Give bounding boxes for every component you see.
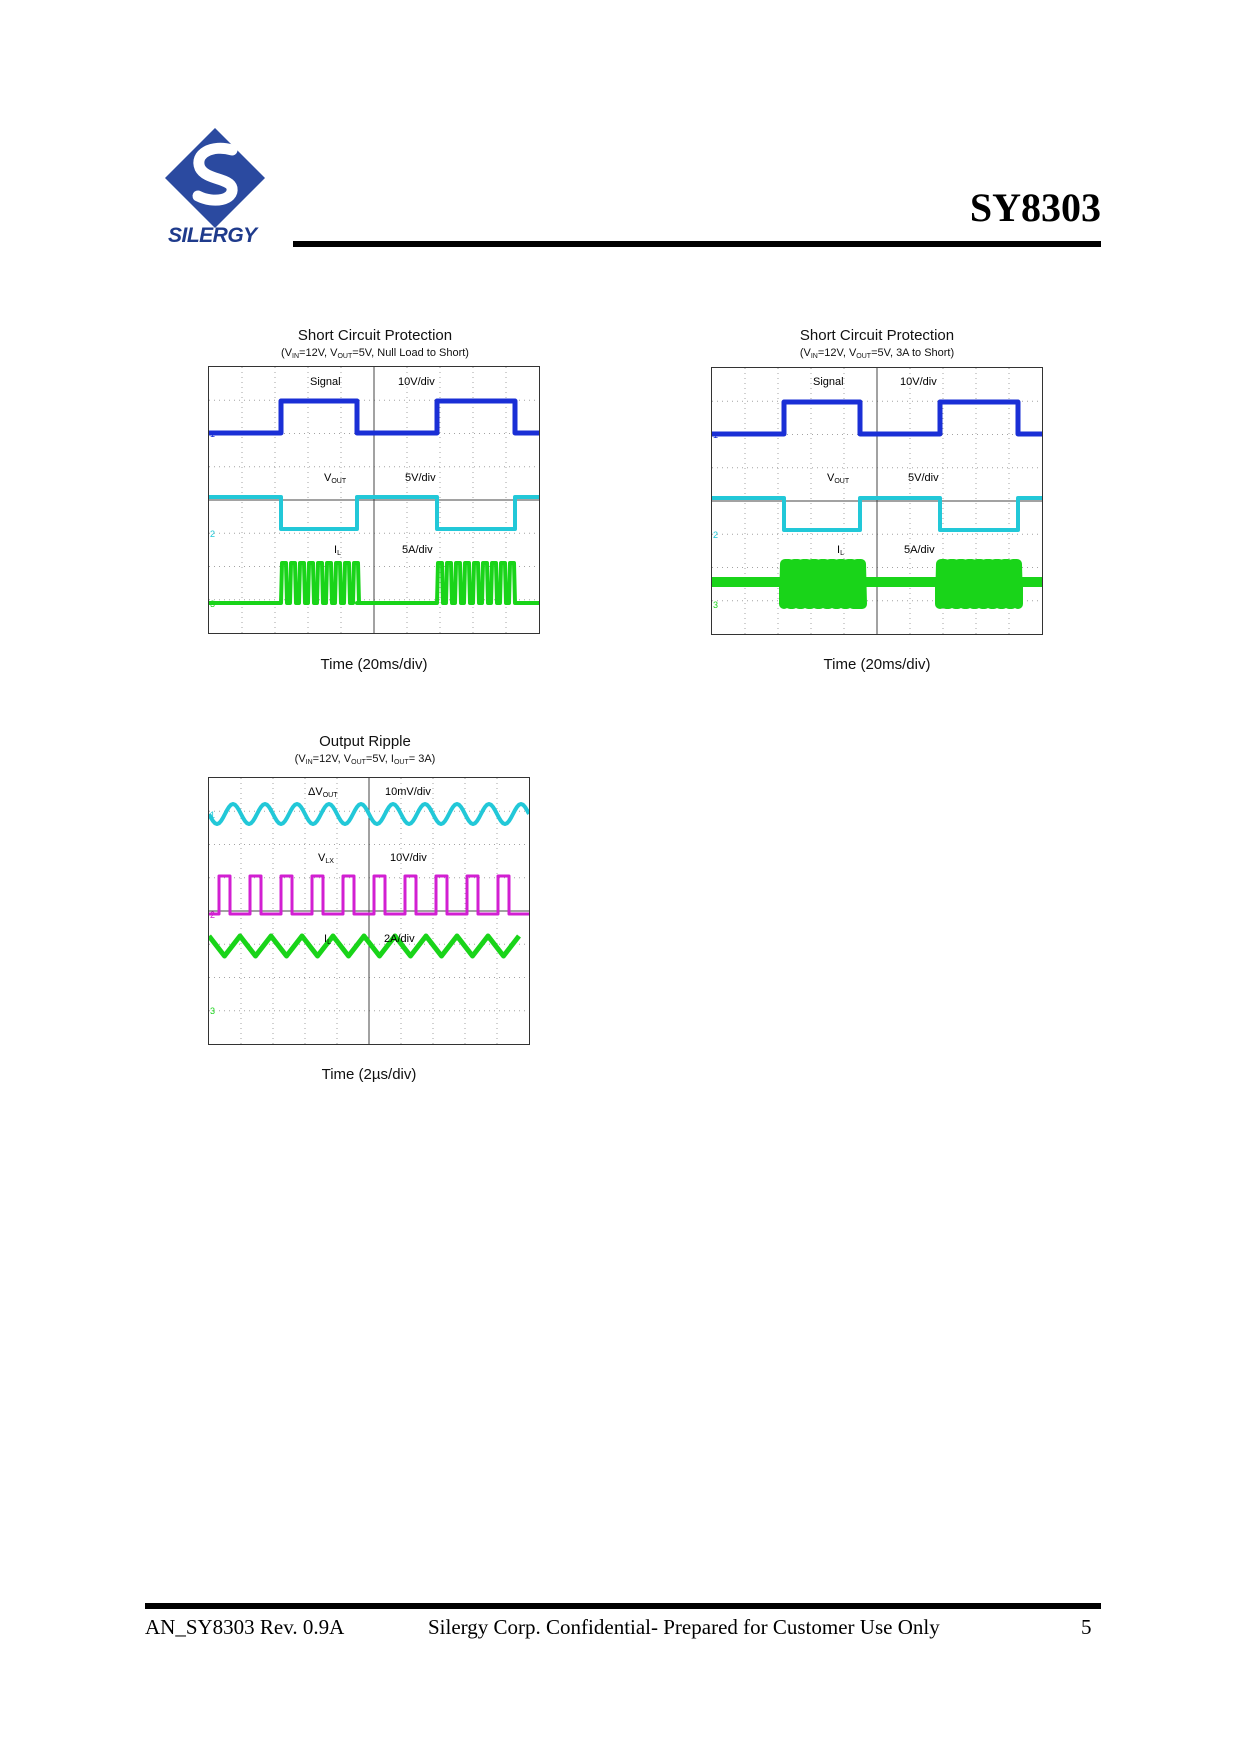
svg-text:2: 2 [210, 529, 216, 539]
plot2-trace1-label: Signal [813, 376, 844, 388]
page-number: 5 [1081, 1615, 1092, 1639]
plot3-scope-screen [208, 777, 530, 1045]
plot1-scope-screen [208, 366, 540, 634]
plot2-title: Short Circuit Protection [799, 327, 955, 344]
plot2-scope-screen [711, 367, 1043, 635]
plot1-xlabel: Time (20ms/div) [320, 656, 428, 673]
plot2-conditions: ($V_{IN}=12V$, $V_{OUT}=5V$, 3A to Short) [799, 347, 955, 360]
svg-text:3: 3 [210, 599, 216, 609]
plot2-trace2-scale: 5V/div [908, 472, 939, 484]
svg-text:1: 1 [210, 810, 216, 820]
plot2-trace3-scale: 5A/div [904, 544, 935, 556]
document-title: SY8303 [969, 185, 1101, 230]
footer-doc-rev: AN_SY8303 Rev. 0.9A [145, 1615, 345, 1639]
plot3-trace1-scale: 10mV/div [385, 786, 431, 798]
logo-wordmark: SILERGY [168, 224, 257, 247]
plot3-title: Output Ripple [319, 733, 411, 750]
plot3-xlabel: Time (2µs/div) [321, 1066, 417, 1083]
plot1-trace1-label: Signal [310, 376, 341, 388]
plot3-conditions: ($V_{IN}=12V$, $V_{OUT}=5V$, $I_{OUT}= 3A$) [294, 753, 436, 766]
plot2-trace1-scale: 10V/div [900, 376, 937, 388]
header-rule [293, 241, 1101, 247]
plot1-title: Short Circuit Protection [297, 327, 453, 344]
plot3-trace2-scale: 10V/div [390, 852, 427, 864]
plot2-trace2-label: $V_{OUT}$ [827, 472, 850, 485]
plot1-trace3-label: $I_L$ [334, 544, 341, 557]
plot1-trace1-scale: 10V/div [398, 376, 435, 388]
footer-confidential: Silergy Corp. Confidential- Prepared for Customer Use Only [428, 1615, 940, 1639]
plot3-trace2-label: $V_{LX}$ [318, 852, 334, 865]
ripple-il-trace [209, 936, 519, 956]
plot3-trace3-label: $I_L$ [324, 933, 331, 946]
footer-rule [145, 1603, 1101, 1609]
plot3-trace1-label: $\Delta V_{OUT}$ [308, 786, 338, 799]
plot1-trace2-scale: 5V/div [405, 472, 436, 484]
svg-text:3: 3 [210, 1006, 216, 1016]
plot2-xlabel: Time (20ms/div) [823, 656, 931, 673]
svg-text:2: 2 [210, 910, 216, 920]
svg-text:1: 1 [713, 430, 719, 440]
plot3-trace3-scale: 2A/div [384, 933, 415, 945]
plot1-trace3-scale: 5A/div [402, 544, 433, 556]
plot1-trace2-label: $V_{OUT}$ [324, 472, 347, 485]
svg-text:2: 2 [713, 530, 719, 540]
svg-text:1: 1 [210, 429, 216, 439]
plot1-conditions: ($V_{IN}=12V$, $V_{OUT}=5V$, Null Load to Short) [281, 347, 469, 360]
plot2-trace3-label: $I_L$ [837, 544, 844, 557]
svg-text:3: 3 [713, 600, 719, 610]
